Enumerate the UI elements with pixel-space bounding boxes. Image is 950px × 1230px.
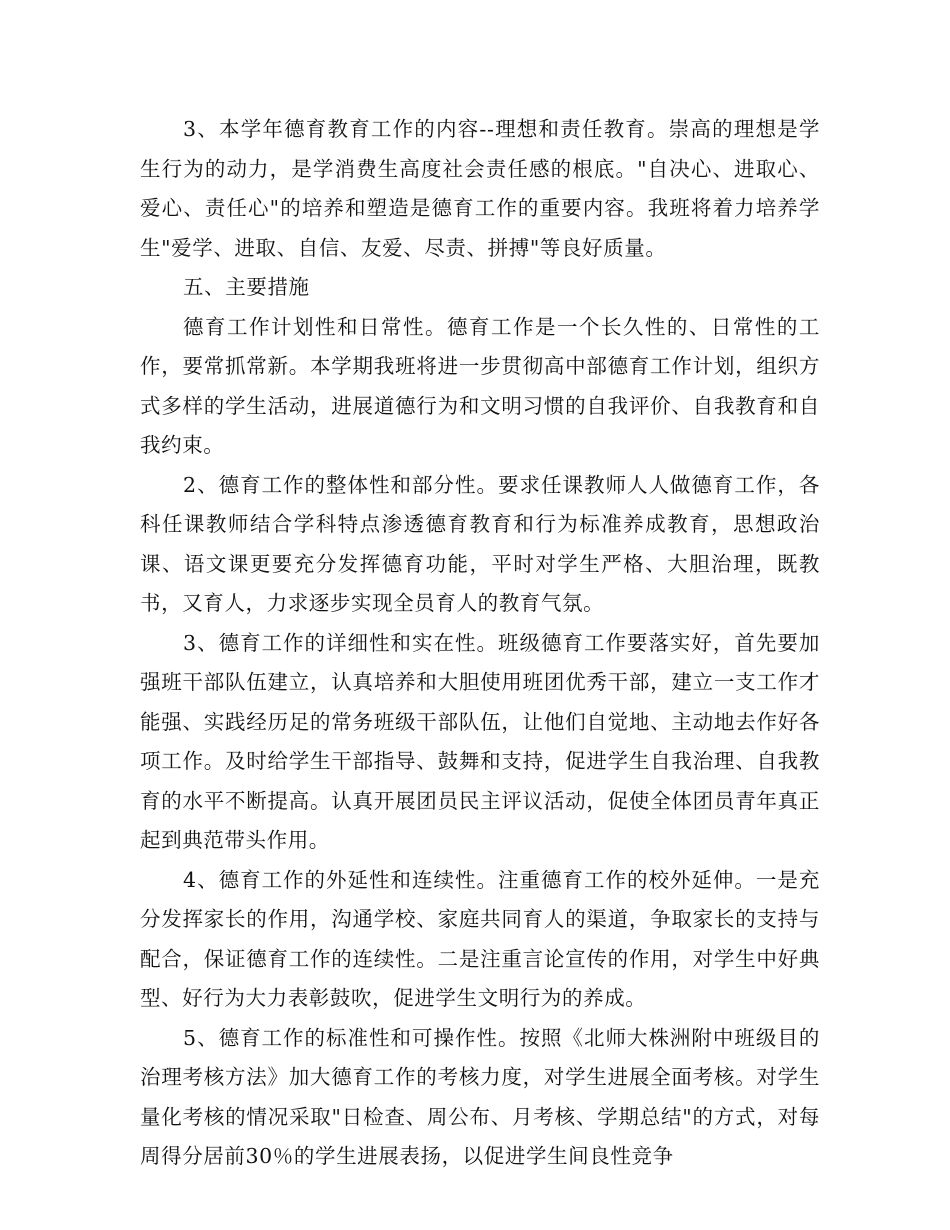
document-page: [140, 110, 820, 1177]
paragraph-measure-1: 德育工作计划性和日常性。德育工作是一个长久性的、日常性的工作，要常抓常新。本学期我班将进一步贯彻高中部德育工作计划，组织方式多样的学生活动，进展道德行为和文明习惯的自我评价、自我教育和自我约束。: [140, 314, 820, 457]
section-heading-main-measures: 五、主要措施: [183, 275, 310, 299]
paragraph-measure-2: 2、德育工作的整体性和部分性。要求任课教师人人做德育工作，各科任课教师结合学科特点渗透德育教育和行为标准养成教育，思想政治课、语文课更要充分发挥德育功能，平时对学生严格、大胆治理，既教书，又育人，力求逐步实现全员育人的教育气氛。: [140, 472, 820, 615]
paragraph-goal-3: 3、本学年德育教育工作的内容--理想和责任教育。崇高的理想是学生行为的动力，是学消费生高度社会责任感的根底。"自决心、进取心、爱心、责任心"的培养和塑造是德育工作的重要内容。我班将着力培养学生"爱学、进取、自信、友爱、尽责、拼搏"等良好质量。: [140, 117, 820, 260]
paragraph-measure-5: 5、德育工作的标准性和可操作性。按照《北师大株洲附中班级目的治理考核方法》加大德育工作的考核力度，对学生进展全面考核。对学生量化考核的情况采取"日检查、周公布、月考核、学期总结"的方式，对每周得分居前30％的学生进展表扬，以促进学生间良性竞争: [140, 1025, 820, 1168]
paragraph-measure-3: 3、德育工作的详细性和实在性。班级德育工作要落实好，首先要加强班干部队伍建立，认真培养和大胆使用班团优秀干部，建立一支工作才能强、实践经历足的常务班级干部队伍，让他们自觉地、主动地去作好各项工作。及时给学生干部指导、鼓舞和支持，促进学生自我治理、自我教育的水平不断提高。认真开展团员民主评议活动，促使全体团员青年真正起到典范带头作用。: [140, 630, 820, 852]
paragraph-measure-4: 4、德育工作的外延性和连续性。注重德育工作的校外延伸。一是充分发挥家长的作用，沟通学校、家庭共同育人的渠道，争取家长的支持与配合，保证德育工作的连续性。二是注重言论宣传的作用，对学生中好典型、好行为大力表彰鼓吹，促进学生文明行为的养成。: [140, 867, 820, 1010]
